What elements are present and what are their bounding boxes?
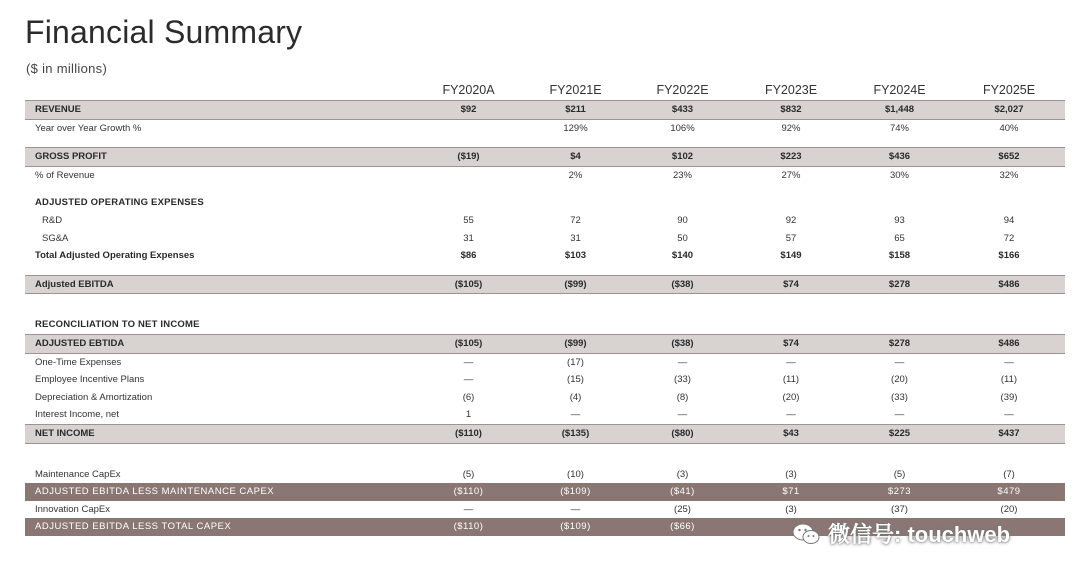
column-header: FY2025E (982, 83, 1036, 97)
cell: (33) (674, 374, 691, 386)
cell: ($80) (629, 424, 736, 443)
cell: — (786, 409, 796, 421)
cell: 1 (465, 409, 472, 421)
cell: ($105) (415, 334, 522, 353)
cell: ($41) (629, 483, 736, 501)
cell: ($99) (522, 275, 629, 294)
cell: (33) (891, 391, 908, 403)
wechat-watermark (792, 518, 1010, 549)
row-label: ADJUSTED EBTIDA (25, 334, 415, 353)
row-label: GROSS PROFIT (25, 148, 415, 167)
row-label: % of Revenue (35, 169, 95, 181)
spacer-row (25, 443, 1065, 466)
cell: ($109) (522, 518, 629, 536)
row-pct-revenue (25, 166, 1065, 184)
cell: ($135) (522, 424, 629, 443)
header-label-cell (25, 80, 415, 101)
row-label: Depreciation & Amortization (35, 391, 153, 403)
cell: $211 (522, 101, 629, 120)
row-innov-capex (25, 501, 1065, 519)
row-ebitda-less-maint (25, 483, 1065, 501)
row-adj-ebtida (25, 334, 1065, 353)
page-subtitle: ($ in millions) (26, 61, 108, 76)
cell: 27% (781, 169, 801, 181)
cell: — (463, 503, 474, 515)
cell: (6) (462, 391, 475, 403)
spacer-row (25, 294, 1065, 317)
cell: 129% (563, 122, 588, 134)
cell: 93 (894, 214, 905, 226)
cell: $436 (846, 148, 953, 167)
cell: $149 (780, 250, 802, 262)
section-heading: ADJUSTED OPERATING EXPENSES (35, 197, 204, 209)
cell: ($38) (629, 334, 736, 353)
section-heading: RECONCILIATION TO NET INCOME (35, 319, 200, 331)
cell: (20) (782, 391, 800, 403)
row-rnd (25, 212, 1065, 230)
cell: — (894, 409, 905, 421)
cell: — (786, 356, 796, 368)
column-header: FY2021E (549, 83, 602, 97)
spacer-row (25, 184, 1065, 194)
row-maint-capex (25, 466, 1065, 484)
cell: — (677, 409, 688, 421)
cell: 40% (999, 122, 1019, 134)
row-yoy-growth (25, 119, 1065, 137)
cell: $437 (953, 424, 1065, 443)
cell: (3) (676, 468, 689, 480)
cell: 31 (570, 232, 581, 244)
cell: (5) (893, 468, 906, 480)
cell: $140 (671, 250, 694, 262)
watermark-text: 微信号: touchweb (828, 522, 1011, 547)
row-label: REVENUE (25, 101, 415, 120)
cell: 65 (894, 232, 905, 244)
cell: 92 (785, 214, 797, 226)
cell: (17) (567, 356, 584, 368)
cell: $223 (736, 148, 846, 167)
row-label: Interest Income, net (35, 409, 119, 421)
cell: $92 (415, 101, 522, 120)
cell: 31 (463, 232, 474, 244)
cell (415, 166, 522, 184)
column-header: FY2024E (873, 83, 926, 97)
cell: (20) (1000, 503, 1018, 515)
cell: (3) (785, 468, 797, 480)
cell: (25) (674, 503, 691, 515)
page-title: Financial Summary (25, 14, 303, 50)
cell: — (1004, 409, 1014, 421)
cell: — (1004, 356, 1014, 368)
cell: 92% (781, 122, 801, 134)
row-incentive (25, 371, 1065, 389)
cell: — (677, 356, 688, 368)
row-label: R&D (42, 214, 63, 226)
cell: ($110) (415, 483, 522, 501)
cell: $43 (736, 424, 846, 443)
cell: ($110) (415, 424, 522, 443)
cell: (3) (785, 503, 797, 515)
cell: ($105) (415, 275, 522, 294)
cell: 90 (677, 214, 688, 226)
cell: $74 (736, 334, 846, 353)
cell: (11) (782, 374, 800, 386)
cell: (11) (1000, 374, 1018, 386)
row-label: Adjusted EBITDA (25, 275, 415, 294)
cell: ($19) (415, 148, 522, 167)
cell: — (570, 409, 581, 421)
row-adj-opex-header (25, 194, 1065, 212)
cell: $278 (846, 334, 953, 353)
cell: $71 (736, 483, 846, 501)
cell: $486 (953, 334, 1065, 353)
cell: 30% (889, 169, 909, 181)
cell: 106% (670, 122, 695, 134)
cell: $102 (629, 148, 736, 167)
cell: $832 (736, 101, 846, 120)
row-gross-profit (25, 148, 1065, 167)
cell: ($38) (629, 275, 736, 294)
row-label: Innovation CapEx (35, 503, 110, 515)
row-revenue (25, 101, 1065, 120)
spacer-row (25, 265, 1065, 276)
cell: $4 (522, 148, 629, 167)
row-dna (25, 389, 1065, 407)
cell: — (463, 356, 474, 368)
cell: 23% (672, 169, 692, 181)
spacer-row (25, 137, 1065, 148)
cell: (10) (567, 468, 584, 480)
row-label: ADJUSTED EBITDA LESS MAINTENANCE CAPEX (25, 483, 415, 501)
row-label: Maintenance CapEx (35, 468, 121, 480)
row-label: Total Adjusted Operating Expenses (35, 250, 195, 262)
cell: (37) (891, 503, 908, 515)
cell: (8) (676, 391, 689, 403)
row-net-income (25, 424, 1065, 443)
cell: — (894, 356, 905, 368)
row-sga (25, 230, 1065, 248)
cell: $74 (736, 275, 846, 294)
column-header: FY2022E (656, 83, 709, 97)
row-label: Year over Year Growth % (35, 122, 142, 134)
cell: $1,448 (846, 101, 953, 120)
cell: (15) (567, 374, 584, 386)
cell: $278 (846, 275, 953, 294)
cell: 55 (463, 214, 474, 226)
cell: — (463, 374, 474, 386)
wechat-icon (792, 522, 820, 546)
cell: $225 (846, 424, 953, 443)
row-one-time (25, 353, 1065, 371)
column-header: FY2023E (764, 83, 818, 97)
cell: $2,027 (953, 101, 1065, 120)
row-label: One-Time Expenses (35, 356, 122, 368)
cell: (5) (462, 468, 475, 480)
cell: $166 (998, 250, 1020, 262)
row-total-adj-opex (25, 247, 1065, 265)
cell: ($109) (522, 483, 629, 501)
cell: $273 (846, 483, 953, 501)
cell: (20) (891, 374, 908, 386)
cell: ($99) (522, 334, 629, 353)
cell: 74% (889, 122, 909, 134)
cell: — (570, 503, 581, 515)
cell: $433 (629, 101, 736, 120)
row-label: ADJUSTED EBITDA LESS TOTAL CAPEX (25, 518, 415, 536)
cell: $103 (564, 250, 587, 262)
cell: (7) (1003, 468, 1015, 480)
cell: ($110) (415, 518, 522, 536)
cell: 50 (677, 232, 688, 244)
cell (415, 119, 522, 137)
row-recon-header (25, 316, 1065, 334)
cell: 72 (570, 214, 581, 226)
cell: (4) (569, 391, 582, 403)
cell: $86 (460, 250, 477, 262)
row-adj-ebitda (25, 275, 1065, 294)
cell: 57 (785, 232, 797, 244)
cell: 32% (999, 169, 1019, 181)
cell: $479 (953, 483, 1065, 501)
cell: ($66) (629, 518, 736, 536)
column-header: FY2020A (442, 83, 495, 97)
row-label: Employee Incentive Plans (35, 374, 145, 386)
cell: 94 (1003, 214, 1015, 226)
cell: 2% (568, 169, 583, 181)
cell: (39) (1000, 391, 1018, 403)
cell: $486 (953, 275, 1065, 294)
cell: $158 (888, 250, 911, 262)
row-label: NET INCOME (25, 424, 415, 443)
row-label: SG&A (42, 232, 69, 244)
cell: $652 (953, 148, 1065, 167)
cell: 72 (1003, 232, 1015, 244)
table-header-row (25, 80, 1065, 101)
financial-summary-table (25, 80, 1065, 536)
row-interest (25, 406, 1065, 424)
